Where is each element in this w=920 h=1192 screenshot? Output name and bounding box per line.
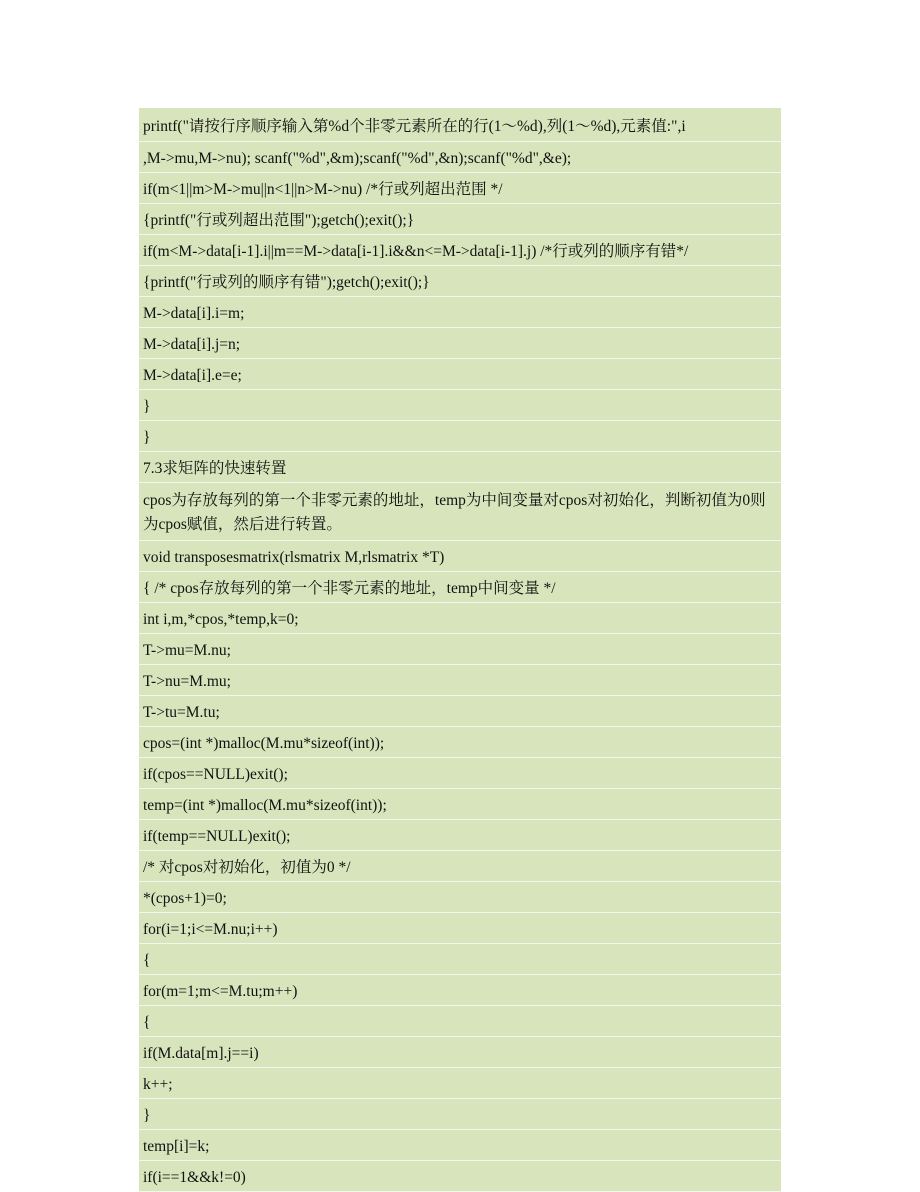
code-line: M->data[i].e=e; <box>139 359 781 390</box>
code-line: } <box>139 390 781 421</box>
code-line: {printf("行或列超出范围");getch();exit();} <box>139 204 781 235</box>
code-line: ,M->mu,M->nu); scanf("%d",&m);scanf("%d",&n);scanf("%d",&e); <box>139 142 781 173</box>
code-line: { /* cpos存放每列的第一个非零元素的地址，temp中间变量 */ <box>139 572 781 603</box>
code-line: if(m<M->data[i-1].i||m==M->data[i-1].i&&n<=M->data[i-1].j) /*行或列的顺序有错*/ <box>139 235 781 266</box>
code-line: T->mu=M.nu; <box>139 634 781 665</box>
code-line: if(cpos==NULL)exit(); <box>139 758 781 789</box>
code-line: if(m<1||m>M->mu||n<1||n>M->nu) /*行或列超出范围 */ <box>139 173 781 204</box>
code-line: int i,m,*cpos,*temp,k=0; <box>139 603 781 634</box>
code-line: T->tu=M.tu; <box>139 696 781 727</box>
code-line: M->data[i].i=m; <box>139 297 781 328</box>
code-line: T->nu=M.mu; <box>139 665 781 696</box>
code-line: M->data[i].j=n; <box>139 328 781 359</box>
code-line: *(cpos+1)=0; <box>139 882 781 913</box>
code-line: } <box>139 421 781 452</box>
section-heading: 7.3求矩阵的快速转置 <box>139 452 781 483</box>
code-line: cpos=(int *)malloc(M.mu*sizeof(int)); <box>139 727 781 758</box>
code-document <box>139 108 781 1192</box>
code-line: if(i==1&&k!=0) <box>139 1161 781 1192</box>
code-line: { <box>139 1006 781 1037</box>
code-line: if(M.data[m].j==i) <box>139 1037 781 1068</box>
description-paragraph: cpos为存放每列的第一个非零元素的地址，temp为中间变量对cpos对初始化，判断初值为0则为cpos赋值，然后进行转置。 <box>139 483 781 541</box>
code-line: temp=(int *)malloc(M.mu*sizeof(int)); <box>139 789 781 820</box>
code-line: temp[i]=k; <box>139 1130 781 1161</box>
code-line: /* 对cpos对初始化，初值为0 */ <box>139 851 781 882</box>
code-line: k++; <box>139 1068 781 1099</box>
code-line: void transposesmatrix(rlsmatrix M,rlsmatrix *T) <box>139 541 781 572</box>
code-line: } <box>139 1099 781 1130</box>
code-line: for(m=1;m<=M.tu;m++) <box>139 975 781 1006</box>
code-line: printf("请按行序顺序输入第%d个非零元素所在的行(1～%d),列(1～%d),元素值:",i <box>139 108 781 142</box>
code-line: for(i=1;i<=M.nu;i++) <box>139 913 781 944</box>
code-line: { <box>139 944 781 975</box>
code-line: {printf("行或列的顺序有错");getch();exit();} <box>139 266 781 297</box>
code-line: if(temp==NULL)exit(); <box>139 820 781 851</box>
